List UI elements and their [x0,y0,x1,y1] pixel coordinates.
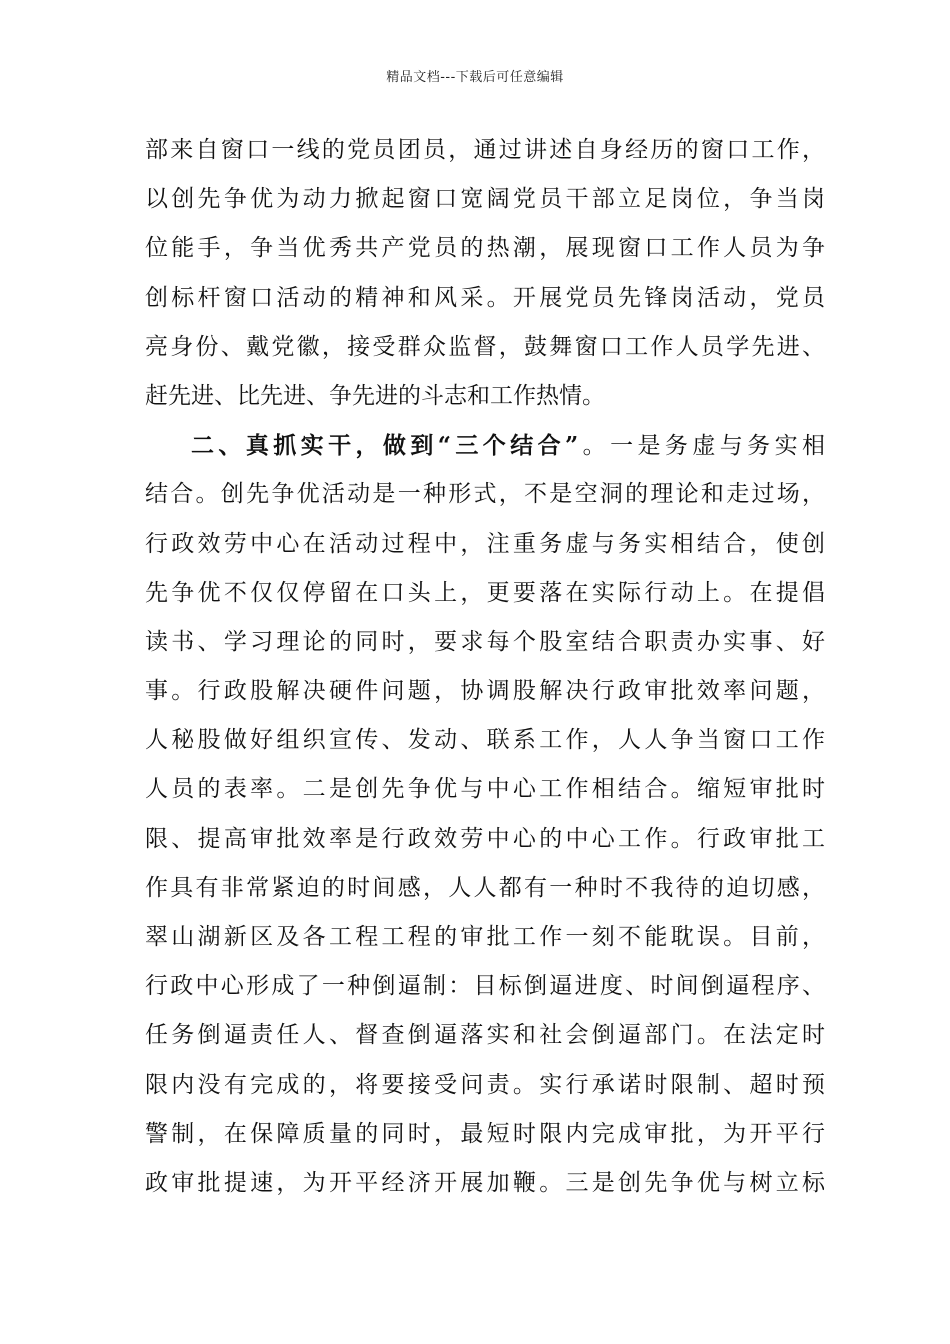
document-body [145,126,825,1208]
text-line: 限内没有完成的，将要接受问责。实行承诺时限制、超时预 [145,1071,825,1098]
text-line: 人秘股做好组织宣传、发动、联系工作，人人争当窗口工作 [145,727,825,754]
section-heading-continuation: 。一是务虚与务实相 [578,433,825,460]
text-line: 读书、学习理论的同时，要求每个股室结合职责办实事、好 [145,628,825,655]
text-line: 任务倒逼责任人、督查倒逼落实和社会倒逼部门。在法定时 [145,1022,825,1049]
text-line: 位能手，争当优秀共产党员的热潮，展现窗口工作人员为争 [145,235,825,262]
text-line: 翠山湖新区及各工程工程的审批工作一刻不能耽误。目前， [145,924,825,950]
text-line: 人员的表率。二是创先争优与中心工作相结合。缩短审批时 [145,776,825,803]
text-line: 亮身份、戴党徽，接受群众监督，鼓舞窗口工作人员学先进、 [145,333,825,360]
text-line: 部来自窗口一线的党员团员，通过讲述自身经历的窗口工作， [145,137,825,163]
text-line: 创标杆窗口活动的精神和风采。开展党员先锋岗活动，党员 [145,284,825,311]
text-line: 赶先进、比先进、争先进的斗志和工作热情。 [145,382,605,409]
text-line: 结合。创先争优活动是一种形式，不是空洞的理论和走过场， [145,481,825,508]
text-line: 行政中心形成了一种倒逼制：目标倒逼进度、时间倒逼程序、 [145,973,825,1000]
text-line: 作具有非常紧迫的时间感，人人都有一种时不我待的迫切感， [145,874,825,901]
section-heading-line [145,421,825,470]
text-line: 行政效劳中心在活动过程中，注重务虚与务实相结合，使创 [145,530,825,557]
text-line: 政审批提速，为开平经济开展加鞭。三是创先争优与树立标 [145,1169,825,1196]
text-line: 事。行政股解决硬件问题，协调股解决行政审批效率问题， [145,678,825,705]
page-header: 精品文档---下载后可任意编辑 [386,70,564,85]
text-line: 警制，在保障质量的同时，最短时限内完成审批，为开平行 [145,1120,825,1147]
text-line: 限、提高审批效率是行政效劳中心的中心工作。行政审批工 [145,825,825,852]
text-line: 以创先争优为动力掀起窗口宽阔党员干部立足岗位，争当岗 [145,186,825,213]
text-line: 先争优不仅仅停留在口头上，更要落在实际行动上。在提倡 [145,579,825,606]
section-heading: 二、真抓实干，做到“三个结合” [191,432,579,460]
